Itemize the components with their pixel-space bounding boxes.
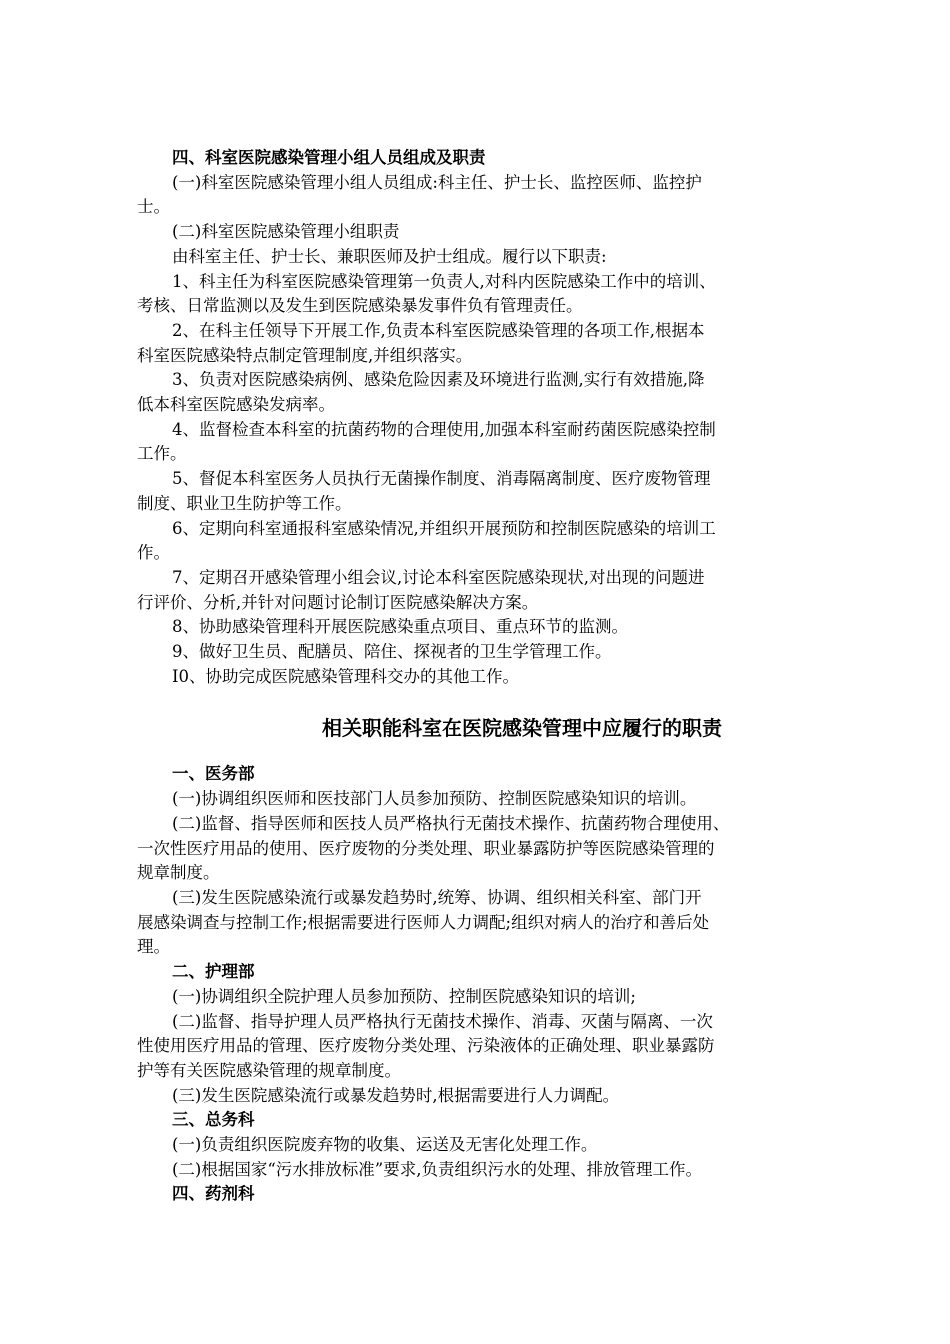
paragraph-line: 1、科主任为科室医院感染管理第一负责人,对科内医院感染工作中的培训、 bbox=[172, 271, 716, 291]
paragraph-line: (二)根据国家“污水排放标准”要求,负责组织污水的处理、排放管理工作。 bbox=[172, 1159, 702, 1179]
paragraph-line: 士。 bbox=[137, 197, 170, 217]
paragraph-line: (三)发生医院感染流行或暴发趋势时,根据需要进行人力调配。 bbox=[172, 1085, 620, 1105]
paragraph-line: 行评价、分析,并针对问题讨论制订医院感染解决方案。 bbox=[137, 592, 539, 612]
paragraph-line: 6、定期向科室通报科室感染情况,并组织开展预防和控制医院感染的培训工 bbox=[172, 518, 716, 538]
paragraph-line: 制度、职业卫生防护等工作。 bbox=[137, 493, 352, 513]
paragraph-line: I0、协助完成医院感染管理科交办的其他工作。 bbox=[172, 666, 520, 686]
spacer bbox=[137, 742, 817, 762]
section-heading: 三、总务科 bbox=[172, 1110, 255, 1130]
paragraph-line: 由科室主任、护士长、兼职医师及护士组成。履行以下职责: bbox=[172, 246, 607, 266]
paragraph-line: 4、监督检查本科室的抗菌药物的合理使用,加强本科室耐药菌医院感染控制 bbox=[172, 419, 716, 439]
document-page bbox=[137, 146, 817, 1207]
paragraph-line: 科室医院感染特点制定管理制度,并组织落实。 bbox=[137, 345, 473, 365]
paragraph-line: 一次性医疗用品的使用、医疗废物的分类处理、职业暴露防护等医院感染管理的 bbox=[137, 838, 715, 858]
spacer bbox=[137, 689, 817, 714]
paragraph-line: 2、在科主任领导下开展工作,负责本科室医院感染管理的各项工作,根据本 bbox=[172, 320, 705, 340]
paragraph-line: 考核、日常监测以及发生到医院感染暴发事件负有管理责任。 bbox=[137, 296, 583, 316]
paragraph-line: 5、督促本科室医务人员执行无菌操作制度、消毒隔离制度、医疗废物管理 bbox=[172, 469, 711, 489]
paragraph-line: (二)监督、指导护理人员严格执行无菌技术操作、消毒、灭菌与隔离、一次 bbox=[172, 1011, 713, 1031]
paragraph-line: (一)协调组织医师和医技部门人员参加预防、控制医院感染知识的培训。 bbox=[172, 789, 697, 809]
paragraph-line: 7、定期召开感染管理小组会议,讨论本科室医院感染现状,对出现的问题进 bbox=[172, 567, 705, 587]
section-heading: 四、科室医院感染管理小组人员组成及职责 bbox=[172, 148, 486, 167]
document-title: 相关职能科室在医院感染管理中应履行的职责 bbox=[322, 716, 722, 741]
paragraph-line: 低本科室医院感染发病率。 bbox=[137, 395, 335, 415]
section-heading: 一、医务部 bbox=[172, 764, 255, 784]
paragraph-line: 护等有关医院感染管理的规章制度。 bbox=[137, 1060, 401, 1080]
paragraph-line: 性使用医疗用品的管理、医疗废物分类处理、污染液体的正确处理、职业暴露防 bbox=[137, 1036, 715, 1056]
paragraph-line: 规章制度。 bbox=[137, 863, 220, 883]
paragraph-line: 工作。 bbox=[137, 444, 187, 464]
paragraph-line: 展感染调查与控制工作;根据需要进行医师人力调配;组织对病人的治疗和善后处 bbox=[137, 912, 710, 932]
paragraph-line: (二)科室医院感染管理小组职责 bbox=[172, 222, 400, 242]
section-heading: 二、护理部 bbox=[172, 962, 255, 982]
paragraph-line: 3、负责对医院感染病例、感染危险因素及环境进行监测,实行有效措施,降 bbox=[172, 370, 705, 390]
paragraph-line: (三)发生医院感染流行或暴发趋势时,统筹、协调、组织相关科室、部门开 bbox=[172, 887, 702, 907]
paragraph-line: (一)负责组织医院废弃物的收集、运送及无害化处理工作。 bbox=[172, 1135, 598, 1155]
paragraph-line: (二)监督、指导医师和医技人员严格执行无菌技术操作、抗菌药物合理使用、 bbox=[172, 813, 730, 833]
section-heading: 四、药剂科 bbox=[172, 1184, 255, 1204]
paragraph-line: 理。 bbox=[137, 937, 170, 957]
paragraph-line: 9、做好卫生员、配膳员、陪住、探视者的卫生学管理工作。 bbox=[172, 642, 612, 662]
paragraph-line: (一)协调组织全院护理人员参加预防、控制医院感染知识的培训; bbox=[172, 986, 636, 1006]
paragraph-line: 作。 bbox=[137, 543, 170, 563]
paragraph-line: (一)科室医院感染管理小组人员组成:科主任、护士长、监控医师、监控护 bbox=[172, 172, 702, 192]
paragraph-line: 8、协助感染管理科开展医院感染重点项目、重点环节的监测。 bbox=[172, 617, 628, 637]
